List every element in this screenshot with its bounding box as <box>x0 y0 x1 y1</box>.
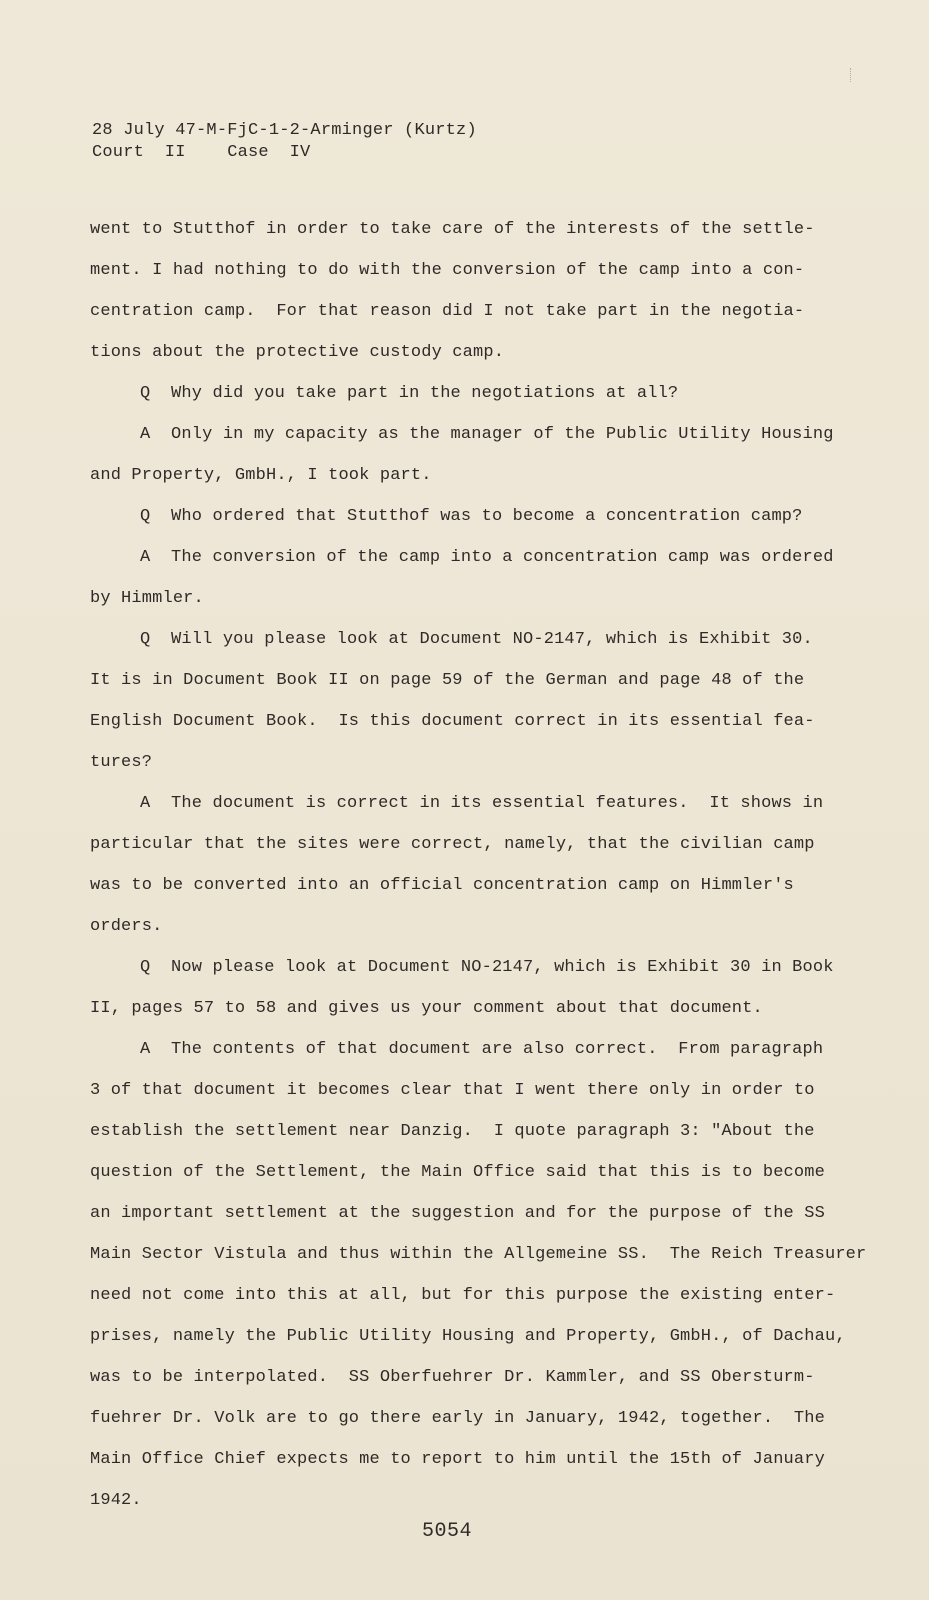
transcript-line: A Only in my capacity as the manager of the Public Utility Housing <box>140 425 834 444</box>
document-header <box>92 120 477 164</box>
header-line-date-case: 28 July 47-M-FjC-1-2-Arminger (Kurtz) <box>92 121 477 140</box>
transcript-line: by Himmler. <box>90 589 204 608</box>
transcript-line: establish the settlement near Danzig. I quote paragraph 3: "About the <box>90 1122 815 1141</box>
transcript-line: need not come into this at all, but for this purpose the existing enter- <box>90 1286 836 1305</box>
transcript-line: ment. I had nothing to do with the conversion of the camp into a con- <box>90 261 805 280</box>
transcript-line: was to be interpolated. SS Oberfuehrer Dr. Kammler, and SS Obersturm- <box>90 1368 815 1387</box>
transcript-line: 3 of that document it becomes clear that I went there only in order to <box>90 1081 815 1100</box>
transcript-line: went to Stutthof in order to take care of the interests of the settle- <box>90 220 815 239</box>
transcript-line: English Document Book. Is this document correct in its essential fea- <box>90 712 815 731</box>
transcript-body <box>90 218 867 1530</box>
transcript-line: Main Office Chief expects me to report to him until the 15th of January <box>90 1450 825 1469</box>
transcript-line: prises, namely the Public Utility Housing and Property, GmbH., of Dachau, <box>90 1327 846 1346</box>
transcript-line: fuehrer Dr. Volk are to go there early in January, 1942, together. The <box>90 1409 825 1428</box>
transcript-line: and Property, GmbH., I took part. <box>90 466 432 485</box>
transcript-line: particular that the sites were correct, namely, that the civilian camp <box>90 835 815 854</box>
transcript-line: an important settlement at the suggestion and for the purpose of the SS <box>90 1204 825 1223</box>
transcript-line: orders. <box>90 917 163 936</box>
header-line-court: Court II Case IV <box>92 143 311 162</box>
transcript-line: II, pages 57 to 58 and gives us your comment about that document. <box>90 999 763 1018</box>
margin-mark <box>850 68 855 82</box>
transcript-line: A The conversion of the camp into a concentration camp was ordered <box>140 548 834 567</box>
transcript-line: 1942. <box>90 1491 142 1510</box>
transcript-line: Main Sector Vistula and thus within the Allgemeine SS. The Reich Treasurer <box>90 1245 867 1264</box>
transcript-line: A The contents of that document are also correct. From paragraph <box>140 1040 824 1059</box>
transcript-line: A The document is correct in its essential features. It shows in <box>140 794 824 813</box>
page-number: 5054 <box>422 1520 473 1543</box>
transcript-line: Q Why did you take part in the negotiations at all? <box>140 384 679 403</box>
transcript-line: It is in Document Book II on page 59 of the German and page 48 of the <box>90 671 805 690</box>
transcript-line: tures? <box>90 753 153 772</box>
transcript-line: tions about the protective custody camp. <box>90 343 505 362</box>
transcript-line: was to be converted into an official concentration camp on Himmler's <box>90 876 794 895</box>
transcript-line: centration camp. For that reason did I not take part in the negotia- <box>90 302 805 321</box>
transcript-line: Q Now please look at Document NO-2147, which is Exhibit 30 in Book <box>140 958 834 977</box>
transcript-line: Q Who ordered that Stutthof was to become a concentration camp? <box>140 507 803 526</box>
transcript-line: question of the Settlement, the Main Office said that this is to become <box>90 1163 825 1182</box>
transcript-line: Q Will you please look at Document NO-2147, which is Exhibit 30. <box>140 630 813 649</box>
